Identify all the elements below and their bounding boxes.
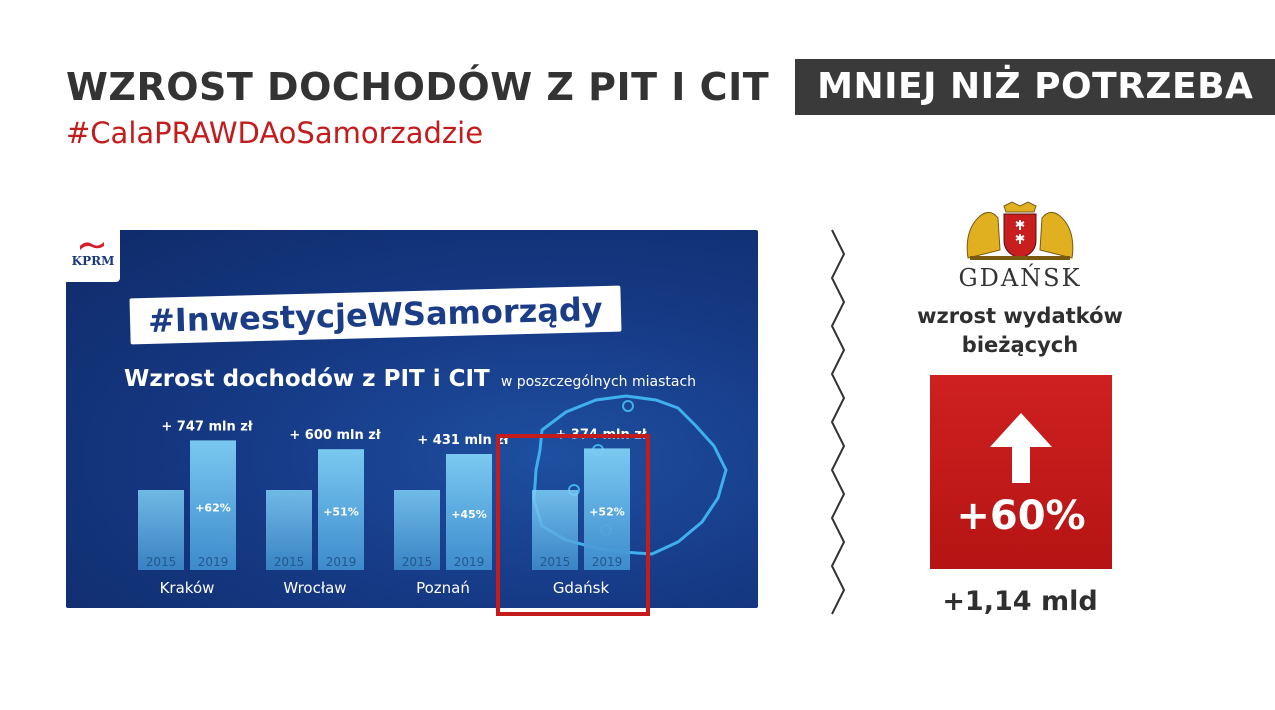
kprm-logo-text: KPRM (71, 254, 115, 268)
increase-data-label: + 747 mln zł (161, 419, 253, 435)
chart-title-sub: w poszczególnych miastach (500, 374, 697, 390)
bar-chart (66, 230, 758, 608)
growth-data-label: +45% (451, 507, 487, 521)
growth-percent: +60% (956, 493, 1086, 539)
zigzag-divider-icon (828, 230, 848, 620)
category-label: Gdańsk (552, 579, 610, 597)
chart-title-main: Wzrost dochodów z PIT i CIT (124, 366, 490, 392)
hashtag-banner: #InwestycjeWSamorządy (129, 286, 621, 345)
growth-amount: +1,14 mld (942, 586, 1098, 617)
increase-data-label: + 374 mln zł (555, 427, 647, 443)
hashtag: #CalaPRAWDAoSamorzadzie (66, 116, 484, 150)
bar-year-label: 2019 (453, 555, 485, 569)
headline (66, 62, 1275, 112)
growth-data-label: +51% (323, 505, 359, 519)
gdansk-coat-of-arms-icon (960, 200, 1080, 262)
category-label: Poznań (416, 579, 470, 597)
bar-year-label: 2015 (273, 555, 305, 569)
arrow-up-icon (988, 411, 1054, 485)
bar-year-label: 2019 (591, 555, 623, 569)
bar-year-label: 2015 (401, 555, 433, 569)
bar-year-label: 2015 (145, 555, 177, 569)
expense-growth-label: wzrost wydatków bieżących (917, 304, 1123, 357)
increase-data-label: + 431 mln zł (417, 433, 509, 448)
category-label: Wrocław (283, 579, 347, 597)
city-name: GDAŃSK (958, 264, 1082, 292)
category-label: Kraków (159, 579, 215, 597)
growth-box (930, 375, 1112, 569)
headline-tagline: MNIEJ NIŻ POTRZEBA (795, 59, 1275, 115)
growth-data-label: +62% (195, 501, 231, 515)
growth-data-label: +52% (589, 505, 625, 519)
kprm-infographic (66, 230, 758, 608)
bar-year-label: 2019 (197, 555, 229, 569)
bar-year-label: 2015 (539, 555, 571, 569)
increase-data-label: + 600 mln zł (289, 428, 381, 444)
headline-title: WZROST DOCHODÓW Z PIT I CIT (66, 65, 770, 109)
bar-year-label: 2019 (325, 555, 357, 569)
